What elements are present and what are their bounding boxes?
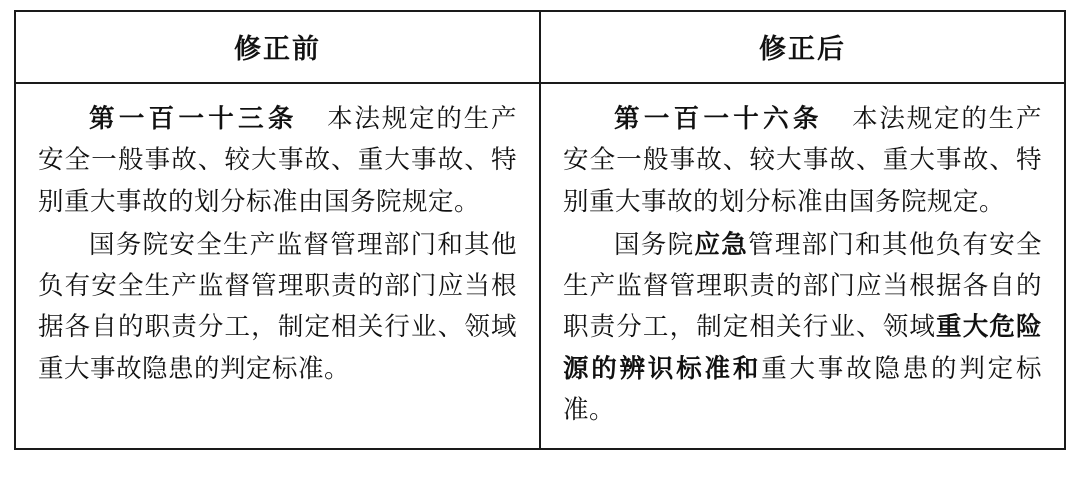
after-text: 本法规定的生产安全一般事故、较大事故、重大事故、特别重大事故的划分标准由国务院规定。 — [563, 104, 1042, 216]
before-paragraph — [38, 224, 517, 389]
after-paragraph — [563, 98, 1042, 222]
cell-after-amendment — [540, 83, 1065, 449]
column-header-after: 修正后 — [540, 11, 1065, 83]
table-row — [15, 83, 1065, 449]
before-paragraph — [38, 98, 517, 222]
column-header-before: 修正前 — [15, 11, 540, 83]
after-emphasized-text: 应急 — [694, 229, 749, 259]
after-text: 管理部门和其他负有安全生产监督管理职责的部门应当根据各自的职责分工，制定相关行业、领域 — [563, 229, 1042, 342]
cell-before-amendment — [15, 83, 540, 449]
comparison-table — [14, 10, 1066, 450]
after-text: 重大事故隐患的判定标准。 — [563, 353, 1042, 425]
after-article-number: 第一百一十六条 — [614, 104, 823, 133]
after-emphasized-text: 重大危险源的辨识标准和 — [563, 312, 1042, 383]
before-text: 本法规定的生产安全一般事故、较大事故、重大事故、特别重大事故的划分标准由国务院规定。 — [38, 104, 517, 216]
table-header-row — [15, 11, 1065, 83]
before-article-number: 第一百一十三条 — [89, 104, 298, 133]
after-paragraph — [563, 224, 1042, 430]
before-text: 国务院安全生产监督管理部门和其他负有安全生产监督管理职责的部门应当根据各自的职责分工，制定相关行业、领域重大事故隐患的判定标准。 — [38, 229, 517, 383]
after-text: 国务院 — [614, 229, 695, 259]
